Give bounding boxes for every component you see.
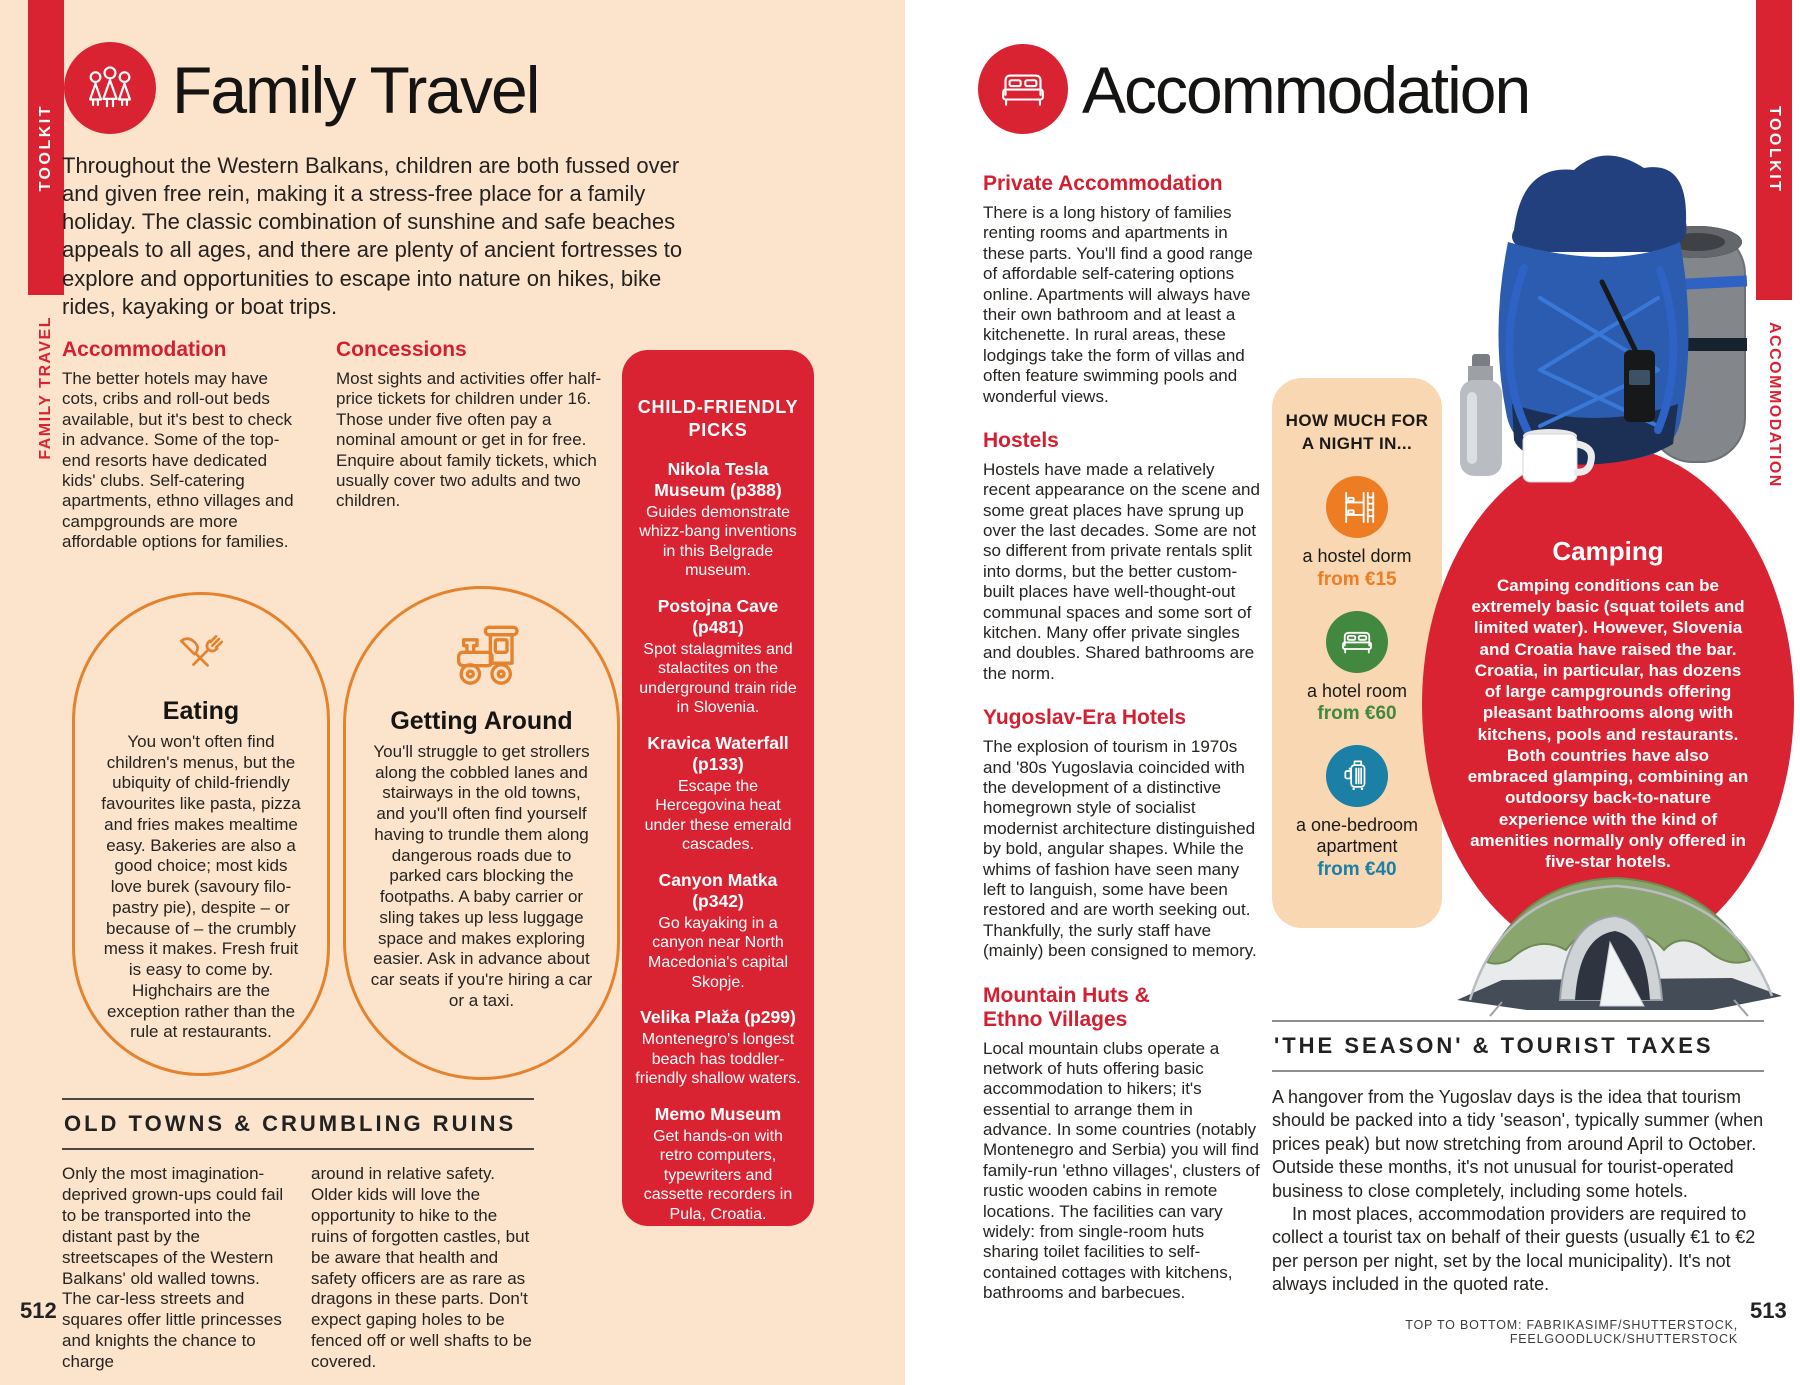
old-towns-section [62,1098,534,1373]
season-para2: In most places, accommodation providers are required to collect a tourist tax on behalf of their guests (usually €1 to €2 per person per night, set by the local municipality). It's not always included in the quoted rate. [1272,1203,1756,1295]
page-number-right: 513 [1750,1298,1787,1323]
double-bed-icon [1326,611,1388,673]
accommodation-edge-label: ACCOMMODATION [1766,322,1783,488]
bunk-bed-icon [1326,476,1388,538]
toy-train-icon [439,619,525,699]
section-body: The explosion of tourism in 1970s and '80s Yugoslavia coincided with the development of a distinctive homegrown style of socialist modernist architecture distinguished by bold, angular shapes. While the whims of fashion have seen many left to languish, some have been restored and are worth seeking out. Thankfully, the surly staff have (mainly) been consigned to memory. [983,737,1257,961]
page-title: Family Travel [172,53,539,127]
pick-desc: Escape the Hercegovina heat under these emerald cascades. [644,777,792,854]
pick-item [635,733,801,855]
price-item-apartment [1280,745,1434,880]
price-label: a hotel room [1306,680,1408,701]
pick-name: Nikola Tesla Museum (p388) [654,458,782,500]
section-body: There is a long history of families renting rooms and apartments in these parts. You'll find a good range of affordable self-catering options online. Apartments will always have their own bathroom and at least a kitchenette. In rural areas, these lodgings take the form of villas and often feature swimming pools and wonderful views. [983,203,1253,406]
column-heading: Accommodation [62,338,227,361]
toolkit-edge-label-right: TOOLKIT [1766,106,1783,194]
pick-desc: Get hands-on with retro computers, typewriters and cassette recorders in Pula, Croatia. [643,1127,793,1223]
season-section [1272,1020,1764,1297]
camping-title: Camping [1552,535,1664,566]
price-per-night-box [1272,378,1442,928]
pick-item [635,870,801,992]
section-heading: Hostels [983,428,1059,452]
price-value: from €15 [1317,568,1397,590]
price-label: a hostel dorm [1302,545,1412,566]
old-towns-col2: around in relative safety. Older kids will love the opportunity to hike to the ruins of forgotten castles, but be aware that health and safety officers are as rare as dragons in these parts. Don't expect gaping holes to be fenced off or well shafts to be covered. [311,1164,532,1372]
section-hostels [983,429,1261,684]
price-item-hotel-room [1280,611,1434,726]
family-travel-edge [28,316,64,506]
price-value: from €60 [1317,703,1397,725]
section-body: Local mountain clubs operate a network of huts offering basic accommodation to hikers; it's essential to arrange them in advance. In some countries (notably Montenegro and Serbia) you will find family-run 'ethno villages', clusters of rustic wooden cabins in remote locations. The facilities can vary widely: from single-room huts sharing toilet facilities to self-contained cottages with kitchens, bathrooms and barbecues. [983,1038,1260,1303]
accommodation-badge [978,44,1068,134]
family-travel-intro: Throughout the Western Balkans, children are both fussed over and given free rein, making it a stress-free place for a family holiday. The classic combination of sunshine and safe beaches appeals to all ages, and there are plenty of ancient fortresses to explore and opportunities to escape into nature on hikes, bike rides, kayaking or boat trips. [62,153,683,319]
pick-item [635,1007,801,1089]
price-label: a one-bedroom apartment [1295,815,1419,856]
getting-around-capsule [343,586,620,1080]
price-item-hostel-dorm [1280,476,1434,591]
price-value: from €40 [1317,858,1397,880]
child-friendly-picks-box [622,350,814,1226]
section-yugoslav-era-hotels [983,706,1261,961]
backpack-photo [1452,130,1768,486]
pick-desc: Go kayaking in a canyon near North Macedonia's capital Skopje. [647,914,789,991]
old-towns-heading: OLD TOWNS & CRUMBLING RUINS [62,1098,534,1150]
pick-name: Velika Plaža (p299) [640,1007,796,1028]
section-private-accommodation [983,172,1261,407]
pick-name: Kravica Waterfall (p133) [647,732,789,774]
toolkit-edge-bar [28,0,64,295]
column-body: Most sights and activities offer half-price tickets for children under 16. Those under five often pay a nominal amount or get in for free. Enquire about family tickets, which usually cover two adults and two children. [336,369,602,511]
family-travel-badge [64,42,156,134]
old-towns-col1: Only the most imagination-deprived grown-ups could fail to be transported into the distant past by the streetscapes of the Western Balkans' old walled towns. The car-less streets and squares offer little princesses and knights the chance to charge [62,1164,284,1372]
section-mountain-huts [983,984,1261,1304]
pick-desc: Montenegro's longest beach has toddler-friendly shallow waters. [635,1031,801,1088]
season-para1: A hangover from the Yugoslav days is the idea that tourism should be packed into a tidy 'season', typically summer (when prices peak) but now stretching from around April to October. Outside these months, it's not unusual for tourist-operated business to close completely, including some hotels. [1272,1087,1764,1201]
section-heading: Yugoslav-Era Hotels [983,706,1187,730]
concessions-column [336,338,604,512]
capsule-body: You won't often find children's menus, but the ubiquity of child-friendly favourites like pasta, pizza and fries makes mealtime easy. Bakeries are also a good choice; most kids love burek (savoury filo-pastry pie), despite – or because of – the crumbly mess it makes. Fresh fruit is easy to come by. Highchairs are the exception rather than the rule at restaurants. [101,731,301,1042]
family-travel-edge-label: FAMILY TRAVEL [37,316,54,460]
page-title-right: Accommodation [1082,53,1530,127]
capsule-body: You'll struggle to get strollers along the cobbled lanes and stairways in the old towns, and you'll often find yourself having to trundle them along dangerous roads due to parked cars blocking the footpaths. A baby carrier or sling takes up less luggage space and makes exploring easier. Ask in advance about car seats if you're hiring a car or a taxi. [370,742,593,1010]
accommodation-text-column [983,172,1261,1326]
pick-desc: Guides demonstrate whizz-bang inventions in this Belgrade museum. [639,503,797,580]
eating-capsule [72,592,330,1076]
bed-icon [995,61,1051,117]
suitcase-icon [1326,745,1388,807]
pick-item [635,1104,801,1225]
season-heading: 'THE SEASON' & TOURIST TAXES [1272,1020,1764,1072]
capsule-title: Eating [162,696,240,725]
capsule-title: Getting Around [390,707,573,735]
accommodation-column [62,338,305,553]
page-number-left: 512 [20,1298,57,1323]
photo-credits: TOP TO BOTTOM: FABRIKASIMF/SHUTTERSTOCK, FEELGOODLUCK/SHUTTERSTOCK [1405,1318,1738,1346]
section-heading: Private Accommodation [983,172,1223,195]
toolkit-edge-label: TOOLKIT [37,103,54,192]
pick-desc: Spot stalagmites and stalactites on the underground train ride in Slovenia. [639,640,797,717]
pick-name: Canyon Matka (p342) [658,869,778,911]
column-body: The better hotels may have cots, cribs and roll-out beds available, but it's best to check in advance. Some of the top-end resorts have dedicated kids' clubs. Self-catering apartments, ethno villages and campgrounds are more affordable options for families. [62,369,294,552]
pick-name: Memo Museum [654,1103,782,1124]
picks-title: CHILD-FRIENDLY PICKS [637,397,799,441]
section-heading: Mountain Huts & Ethno Villages [983,983,1150,1031]
camping-body: Camping conditions can be extremely basic (squat toilets and limited water). However, Slovenia and Croatia have raised the bar. Croatia, in particular, has dozens of large campgrounds offering pleasant bathrooms along with kitchens, pools and restaurants. Both countries have also embraced glamping, combining an outdoorsy back-to-nature experience with the kind of amenities normally only offered in five-star hotels. [1467,575,1749,871]
pick-name: Postojna Cave (p481) [657,595,779,637]
family-icon [81,59,139,117]
crossed-cutlery-icon [164,625,238,689]
section-body: Hostels have made a relatively recent appearance on the scene and some great places have sprung up over the last decades. Some are not so different from private rentals split into dorms, but the better custom-built places have well-thought-out communal spaces and some sort of kitchen. Many offer private singles and doubles. Shared bathrooms are the norm. [983,459,1260,683]
pick-item [635,596,801,718]
column-heading: Concessions [336,338,467,361]
tent-photo [1442,850,1792,1022]
pick-item [635,459,801,581]
price-box-title: HOW MUCH FOR A NIGHT IN... [1285,411,1429,453]
